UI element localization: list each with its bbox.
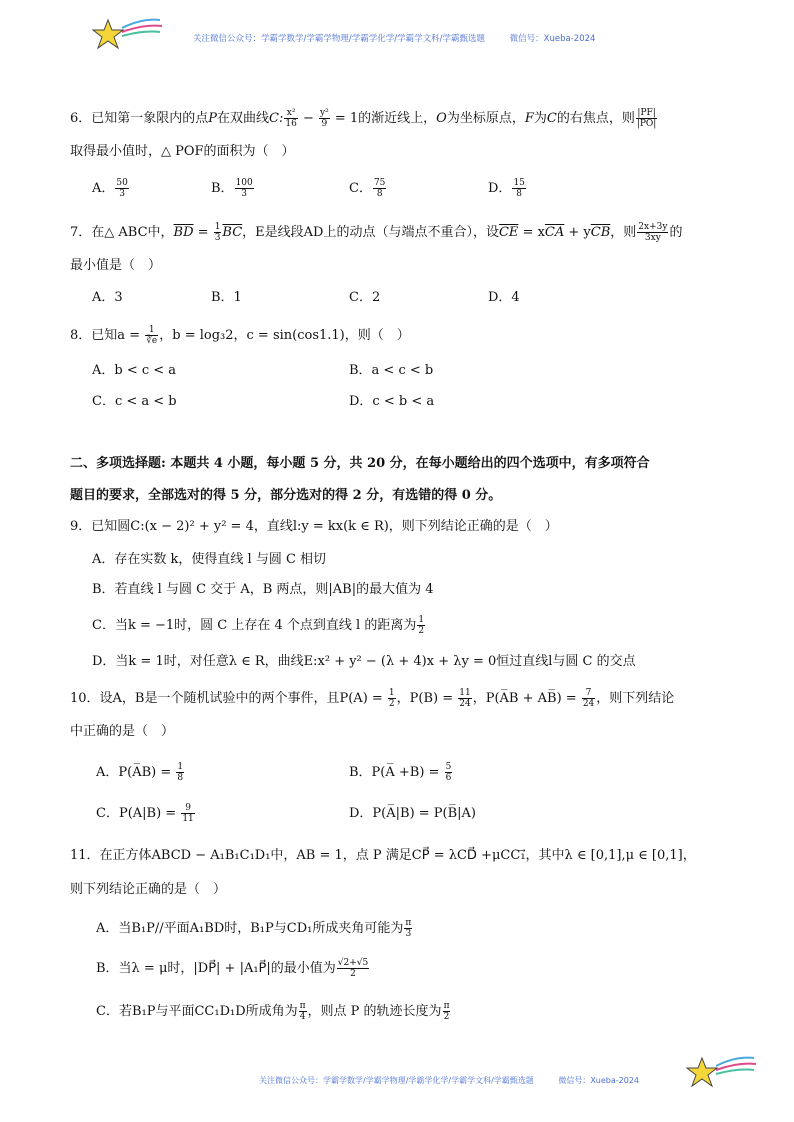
q8-option-a: A．b < c < a: [92, 363, 177, 378]
q9-option-b: B．若直线 l 与圆 C 交于 A，B 两点，则|AB|的最大值为 4: [92, 582, 434, 597]
shooting-star-icon: [686, 1052, 758, 1096]
q11-stem-line2: 则下列结论正确的是（ ）: [70, 882, 227, 897]
q10-option-b: B．P(A̅ +B) = $\frac{5}{6}$: [349, 762, 452, 783]
q11-option-b: B．当λ = μ时，|DP⃗| + |A₁P⃗|的最小值为 $\frac{√2+√5}{2}$: [96, 958, 369, 979]
q8-option-b: B．a < c < b: [349, 363, 434, 378]
footer-banner: [259, 1075, 639, 1086]
q6-frac-x: $\frac{\text{x²}}{16}$: [285, 108, 297, 129]
q6-stem-line2: 取得最小值时，△ POF的面积为（ ）: [70, 144, 295, 159]
q9-option-c: C．当k = −1时，圆 C 上存在 4 个点到直线 l 的距离为 $\frac{1}{2}$: [92, 615, 425, 636]
q6-stem: 6．已知第一象限内的点P在双曲线C: $\frac{\text{x²}}{16}$ − $\frac{\text{y²}}{9}$ = 1的渐近线上，O为坐标原点，F为C的右焦点，则 $\frac{|PF|}{|PO|}$: [70, 108, 657, 129]
header-text: 关注微信公众号：学霸学数学/学霸学物理/学霸学化学/学霸学文科/学霸甄选题: [193, 34, 485, 44]
footer-text: 关注微信公众号：学霸学数学/学霸学物理/学霸学化学/学霸学文科/学霸甄选题: [259, 1076, 534, 1085]
q7-ratio: $\frac{2x+3y}{3xy}$: [638, 222, 668, 243]
q11-stem: 11．在正方体ABCD − A₁B₁C₁D₁中，AB = 1，点 P 满足CP⃗ = λCD⃗ +μCC₁⃗，其中λ ∈ [0,1],μ ∈ [0,1]，: [70, 848, 696, 863]
q7-stem-line2: 最小值是（ ）: [70, 258, 162, 273]
q11-option-a: A．当B₁P//平面A₁BD时，B₁P与CD₁所成夹角可能为 $\frac{\pi}{3}$: [96, 918, 412, 939]
q6-frac-y: $\frac{\text{y²}}{9}$: [320, 108, 329, 129]
q9-stem: 9．已知圆C:(x − 2)² + y² = 4，直线l:y = kx(k ∈ R)，则下列结论正确的是（ ）: [70, 519, 558, 534]
q6-option-c: C． $\frac{75}{8}$: [349, 178, 386, 199]
footer-wechat: 微信号：Xueba-2024: [558, 1076, 640, 1085]
q11-option-c: C．若B₁P与平面CC₁D₁D所成角为 $\frac{\pi}{4}$ ，则点 P 的轨迹长度为 $\frac{\pi}{2}$: [96, 1001, 450, 1022]
q7-stem: 7．在△ ABC中，$\overline{BD}$ = $\frac{1}{3}$ $\overline{BC}$，E是线段AD上的动点（与端点不重合），设$\overline{CE} = x\overline{CA} + y\overline{CB}$，则 $\frac{2x+3y}{3xy}$ 的: [70, 222, 683, 243]
q10-stem-line2: 中正确的是（ ）: [70, 724, 175, 739]
q9-option-d: D．当k = 1时，对任意λ ∈ R，曲线E:x² + y² − (λ + 4)x + λy = 0恒过直线l与圆 C 的交点: [92, 654, 636, 669]
section2-heading-line2: 题目的要求，全部选对的得 5 分，部分选对的得 2 分，有选错的得 0 分。: [70, 488, 502, 503]
q10-option-d: D．P(A̅|B) = P(B̅|A): [349, 806, 477, 821]
header-wechat: 微信号：Xueba-2024: [509, 34, 596, 44]
q8-option-c: C．c < a < b: [92, 394, 177, 409]
page-footer: [0, 1060, 794, 1122]
q7-option-d: D．4: [488, 290, 520, 305]
q10-stem: 10．设A，B是一个随机试验中的两个事件，且P(A) = $\frac{1}{2}$ ，P(B) = $\frac{11}{24}$ ，P(A̅B + AB̅) = $\frac{7}{24}$ ，则下列结论: [70, 688, 675, 709]
q6-option-d: D． $\frac{15}{8}$: [488, 178, 525, 199]
q6-option-b: B． $\frac{100}{3}$: [211, 178, 253, 199]
q6-option-a: A． $\frac{50}{3}$: [92, 178, 128, 199]
q7-option-a: A．3: [92, 290, 123, 305]
q9-option-a: A．存在实数 k，使得直线 l 与圆 C 相切: [92, 552, 327, 567]
q10-option-a: A．P(A̅B) = $\frac{1}{8}$: [96, 762, 184, 783]
q8-stem: 8．已知a = $\frac{1}{∛e}$ ，b = log₃2，c = sin(cos1.1)，则（ ）: [70, 325, 410, 346]
page-header: [0, 0, 794, 80]
q8-option-d: D．c < b < a: [349, 394, 435, 409]
shooting-star-icon: [92, 14, 164, 58]
section2-heading: 二、多项选择题: 本题共 4 小题，每小题 5 分，共 20 分，在每小题给出的四个选项中，有多项符合: [70, 456, 650, 471]
header-banner: [193, 32, 595, 44]
q7-option-b: B．1: [211, 290, 242, 305]
q10-option-c: C．P(A|B) = $\frac{9}{11}$: [96, 803, 194, 824]
q6-ratio: $\frac{|PF|}{|PO|}$: [636, 108, 657, 129]
q7-option-c: C．2: [349, 290, 381, 305]
